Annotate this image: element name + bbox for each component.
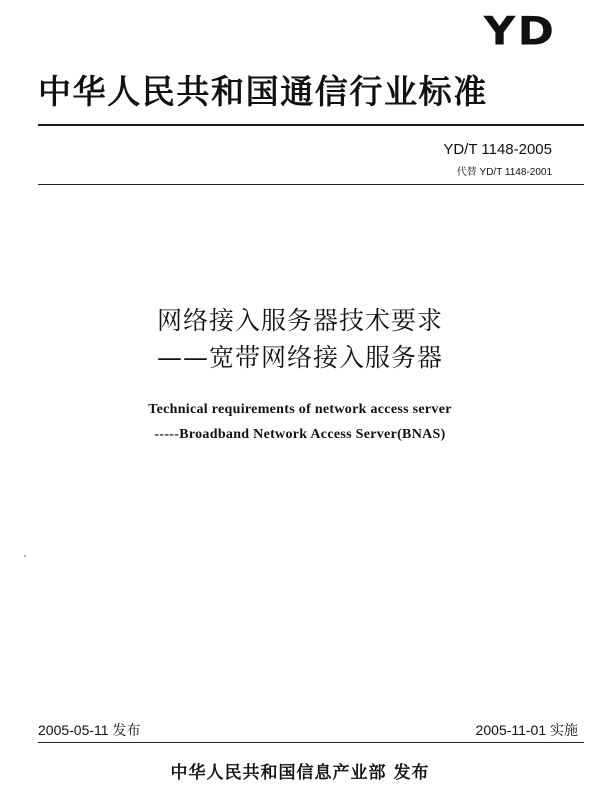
replaces-standard: 代替 YD/T 1148-2001 — [456, 167, 552, 178]
yd-logo: YD — [483, 8, 556, 55]
english-title-line1: Technical requirements of network access server — [148, 402, 452, 417]
header-divider — [38, 184, 584, 185]
top-divider — [38, 124, 584, 126]
issue-date: 2005-05-11 发布 — [38, 722, 141, 738]
english-title-line2: -----Broadband Network Access Server(BNAS) — [154, 427, 446, 442]
chinese-title-line1: 网络接入服务器技术要求 — [156, 306, 443, 335]
scan-speck — [24, 555, 26, 557]
industry-standard-title: 中华人民共和国通信行业标准 — [38, 72, 488, 111]
standard-number: YD/T 1148-2005 — [443, 141, 552, 158]
implementation-date: 2005-11-01 实施 — [475, 722, 578, 738]
publisher: 中华人民共和国信息产业部 发布 — [170, 763, 430, 783]
footer-divider — [38, 742, 584, 743]
chinese-title-line2: ——宽带网络接入服务器 — [156, 343, 443, 372]
